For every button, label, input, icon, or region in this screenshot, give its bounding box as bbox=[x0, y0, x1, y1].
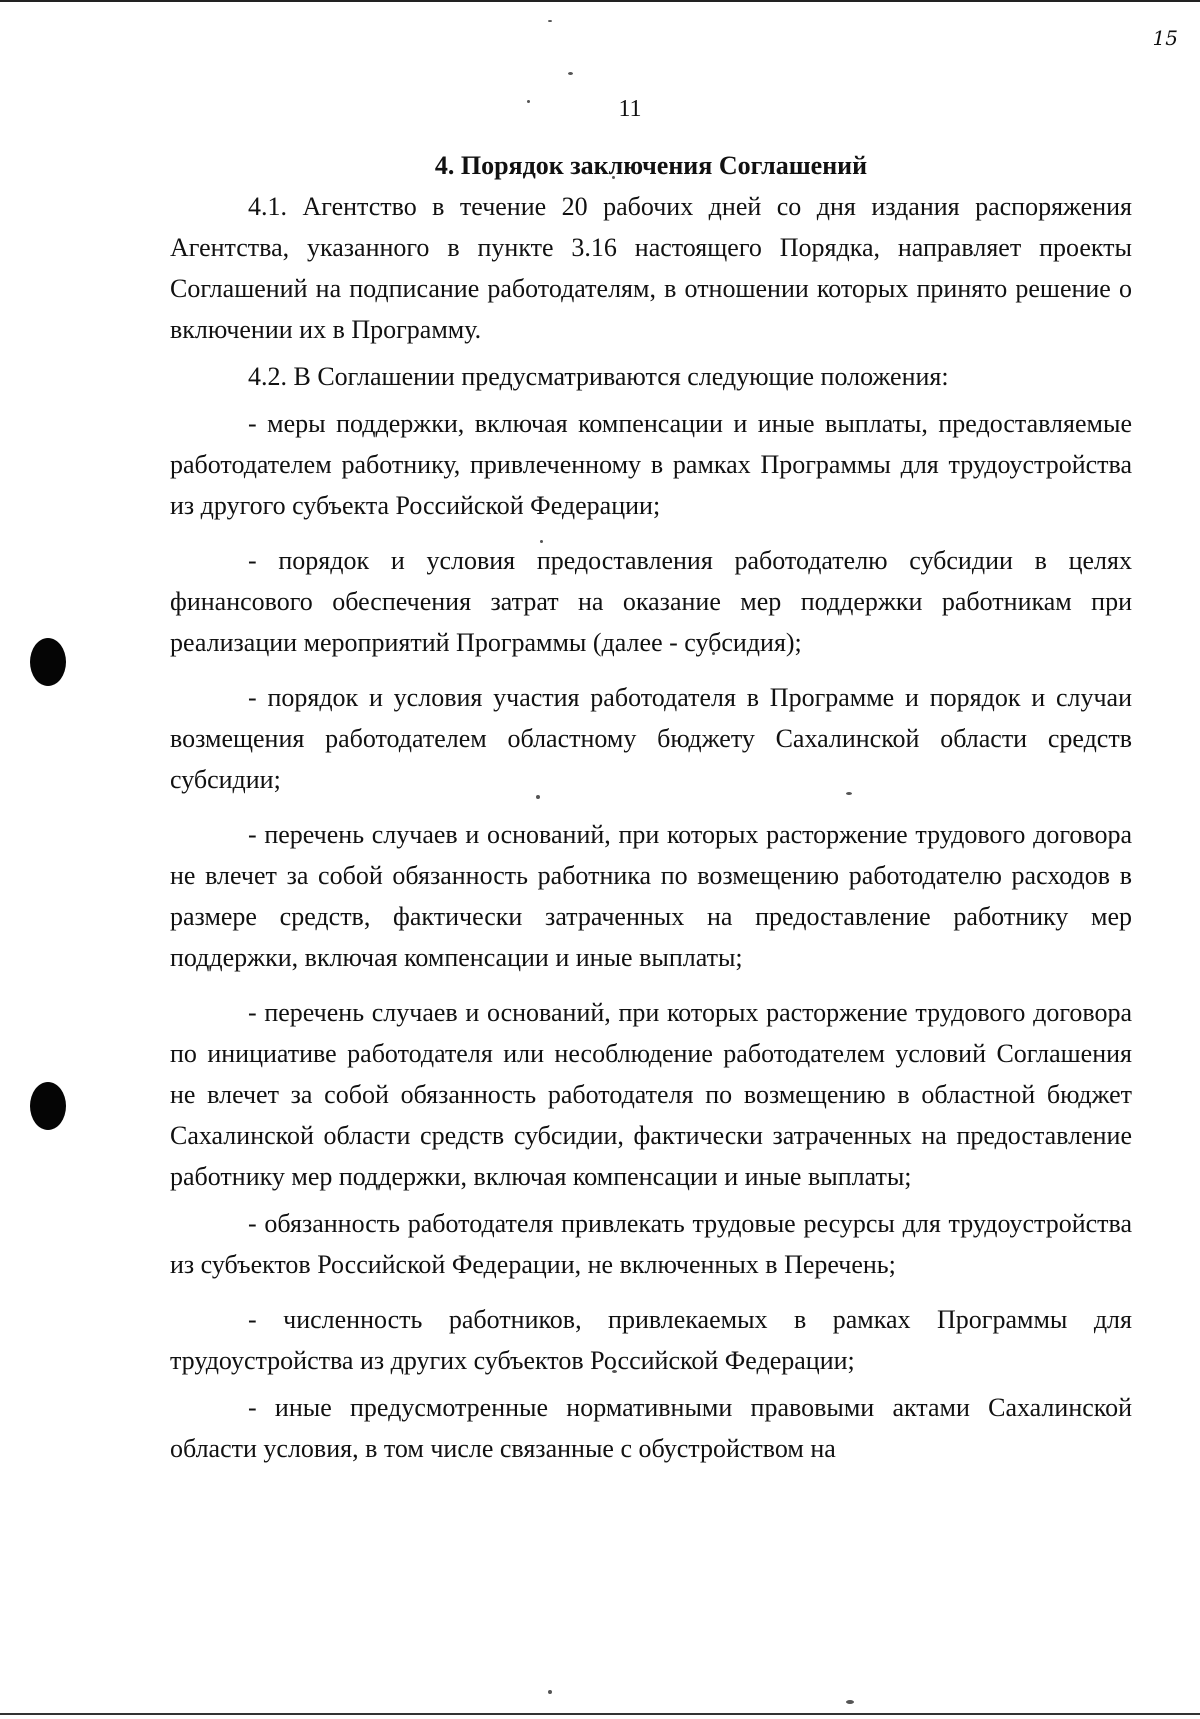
list-item: - численность работников, привлекаемых в рамках Программы для трудоустройства из других субъектов Российской Федерации; bbox=[170, 1305, 1132, 1375]
list-item: - обязанность работодателя привлекать трудовые ресурсы для трудоустройства из субъектов Российской Федерации, не включенных в Перечень; bbox=[170, 1209, 1132, 1279]
list-item: - порядок и условия предоставления работодателю субсидии в целях финансового обеспечения затрат на оказание мер поддержки работникам при реализации мероприятий Программы (далее - субсидия); bbox=[170, 546, 1132, 657]
punch-hole bbox=[30, 638, 66, 686]
section-title: 4. Порядок заключения Соглашений bbox=[434, 151, 868, 180]
paragraph-4-1: 4.1. Агентство в течение 20 рабочих дней со дня издания распоряжения Агентства, указанного в пункте 3.16 настоящего Порядка, направляет проекты Соглашений на подписание работодателям, в отношении которых принято решение о включении их в Программу. bbox=[170, 192, 1132, 344]
scan-top-edge bbox=[0, 0, 1200, 2]
paragraph-4-2: 4.2. В Соглашении предусматриваются следующие положения: bbox=[248, 362, 949, 391]
document-body bbox=[170, 145, 1132, 1475]
list-item: - перечень случаев и оснований, при которых расторжение трудового договора по инициативе работодателя или несоблюдение работодателем условий Соглашения не влечет за собой обязанность работодателя по возмещению в областной бюджет Сахалинской области средств субсидии, фактически затраченных на предоставление работнику мер поддержки, включая компенсации и иные выплаты; bbox=[170, 998, 1132, 1191]
list-item: - порядок и условия участия работодателя в Программе и порядок и случаи возмещения работодателем областному бюджету Сахалинской области средств субсидии; bbox=[170, 683, 1132, 794]
punch-hole bbox=[30, 1082, 66, 1130]
page-number: 11 bbox=[618, 96, 642, 122]
list-item: - меры поддержки, включая компенсации и иные выплаты, предоставляемые работодателем работнику, привлеченному в рамках Программы для трудоустройства из другого субъекта Российской Федерации; bbox=[170, 409, 1132, 520]
scan-bottom-edge bbox=[0, 1713, 1200, 1715]
handwritten-page-mark: 15 bbox=[1152, 26, 1178, 50]
list-item: - перечень случаев и оснований, при которых расторжение трудового договора не влечет за собой обязанность работника по возмещению работодателю расходов в размере средств, фактически затраченных на предоставление работнику мер поддержки, включая компенсации и иные выплаты; bbox=[170, 820, 1132, 972]
list-item: - иные предусмотренные нормативными правовыми актами Сахалинской области условия, в том числе связанные с обустройством на bbox=[170, 1393, 1132, 1463]
